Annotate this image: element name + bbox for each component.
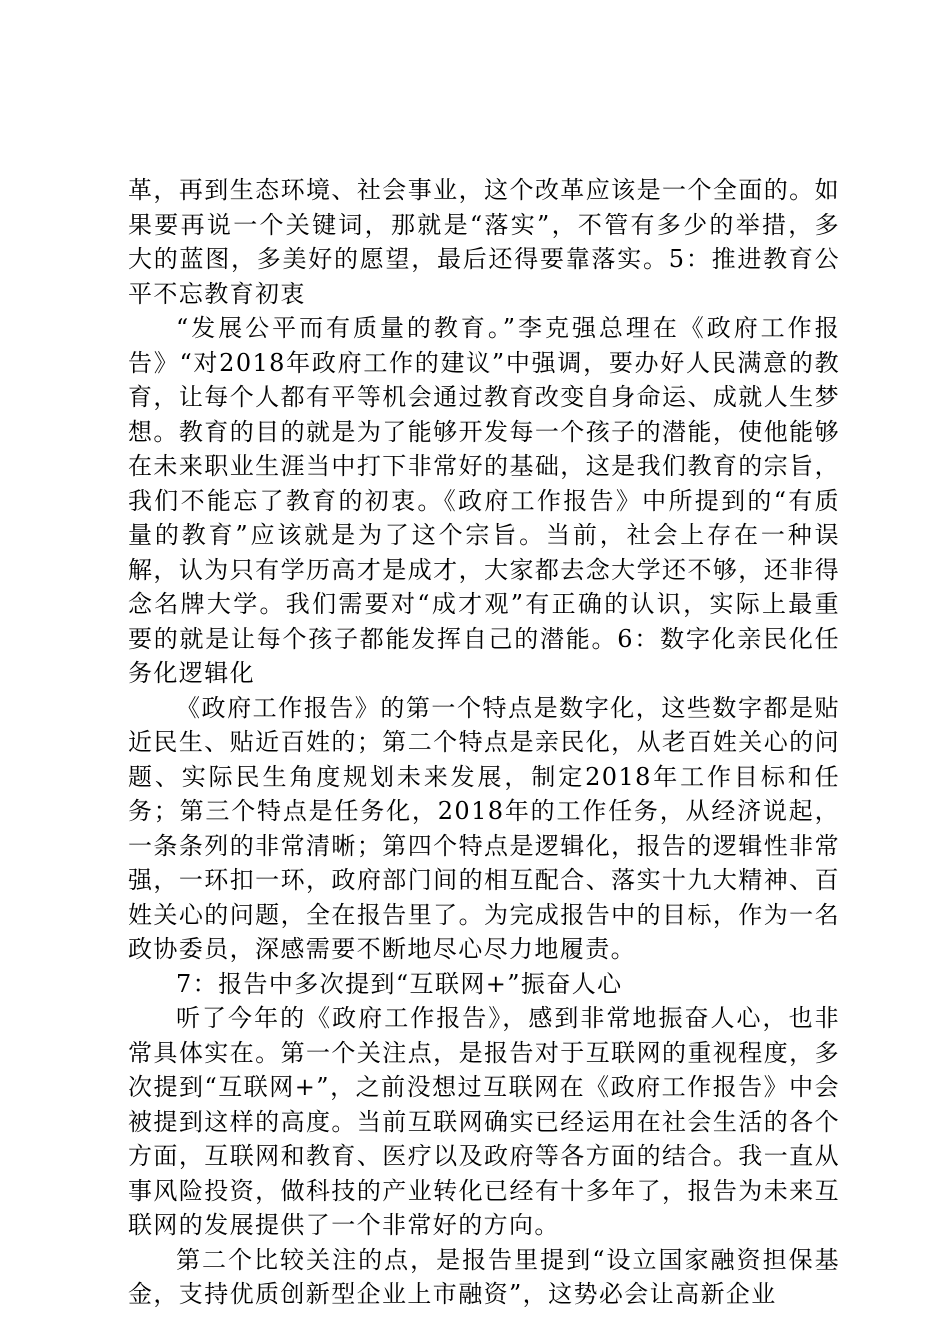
- document-page: [128, 173, 840, 1312]
- paragraph-financing-fund: 第二个比较关注的点，是报告里提到“设立国家融资担保基金，支持优质创新型企业上市融资”，这势必会让高新企业: [128, 1245, 840, 1308]
- heading-internet-plus: 7：报告中多次提到“互联网+”振奋人心: [176, 969, 623, 998]
- paragraph-report-features: 《政府工作报告》的第一个特点是数字化，这些数字都是贴近民生、贴近百姓的；第二个特点是亲民化，从老百姓关心的问题、实际民生角度规划未来发展，制定2018年工作目标和任务；第三个特点是任务化，2018年的工作任务，从经济说起，一条条列的非常清晰；第四个特点是逻辑化，报告的逻辑性非常强，一环扣一环，政府部门间的相互配合、落实十九大精神、百姓关心的问题，全在报告里了。为完成报告中的目标，作为一名政协委员，深感需要不断地尽心尽力地履责。: [128, 693, 840, 963]
- paragraph-education-equity: “发展公平而有质量的教育。”李克强总理在《政府工作报告》“对2018年政府工作的建议”中强调，要办好人民满意的教育，让每个人都有平等机会通过教育改变自身命运、成就人生梦想。教育的目的就是为了能够开发每一个孩子的潜能，使他能够在未来职业生涯当中打下非常好的基础，这是我们教育的宗旨，我们不能忘了教育的初衷。《政府工作报告》中所提到的“有质量的教育”应该就是为了这个宗旨。当前，社会上存在一种误解，认为只有学历高才是成才，大家都去念大学还不够，还非得念名牌大学。我们需要对“成才观”有正确的认识，实际上最重要的就是让每个孩子都能发挥自己的潜能。6：数字化亲民化任务化逻辑化: [128, 314, 840, 687]
- paragraph-internet-focus: 听了今年的《政府工作报告》，感到非常地振奋人心，也非常具体实在。第一个关注点，是报告对于互联网的重视程度，多次提到“互联网+”，之前没想过互联网在《政府工作报告》中会被提到这样的高度。当前互联网确实已经运用在社会生活的各个方面，互联网和教育、医疗以及政府等各方面的结合。我一直从事风险投资，做科技的产业转化已经有十多年了，报告为未来互联网的发展提供了一个非常好的方向。: [128, 1004, 840, 1239]
- paragraph-reform-summary: 革，再到生态环境、社会事业，这个改革应该是一个全面的。如果要再说一个关键词，那就是“落实”，不管有多少的举措，多大的蓝图，多美好的愿望，最后还得要靠落实。5：推进教育公平不忘教育初衷: [128, 176, 840, 308]
